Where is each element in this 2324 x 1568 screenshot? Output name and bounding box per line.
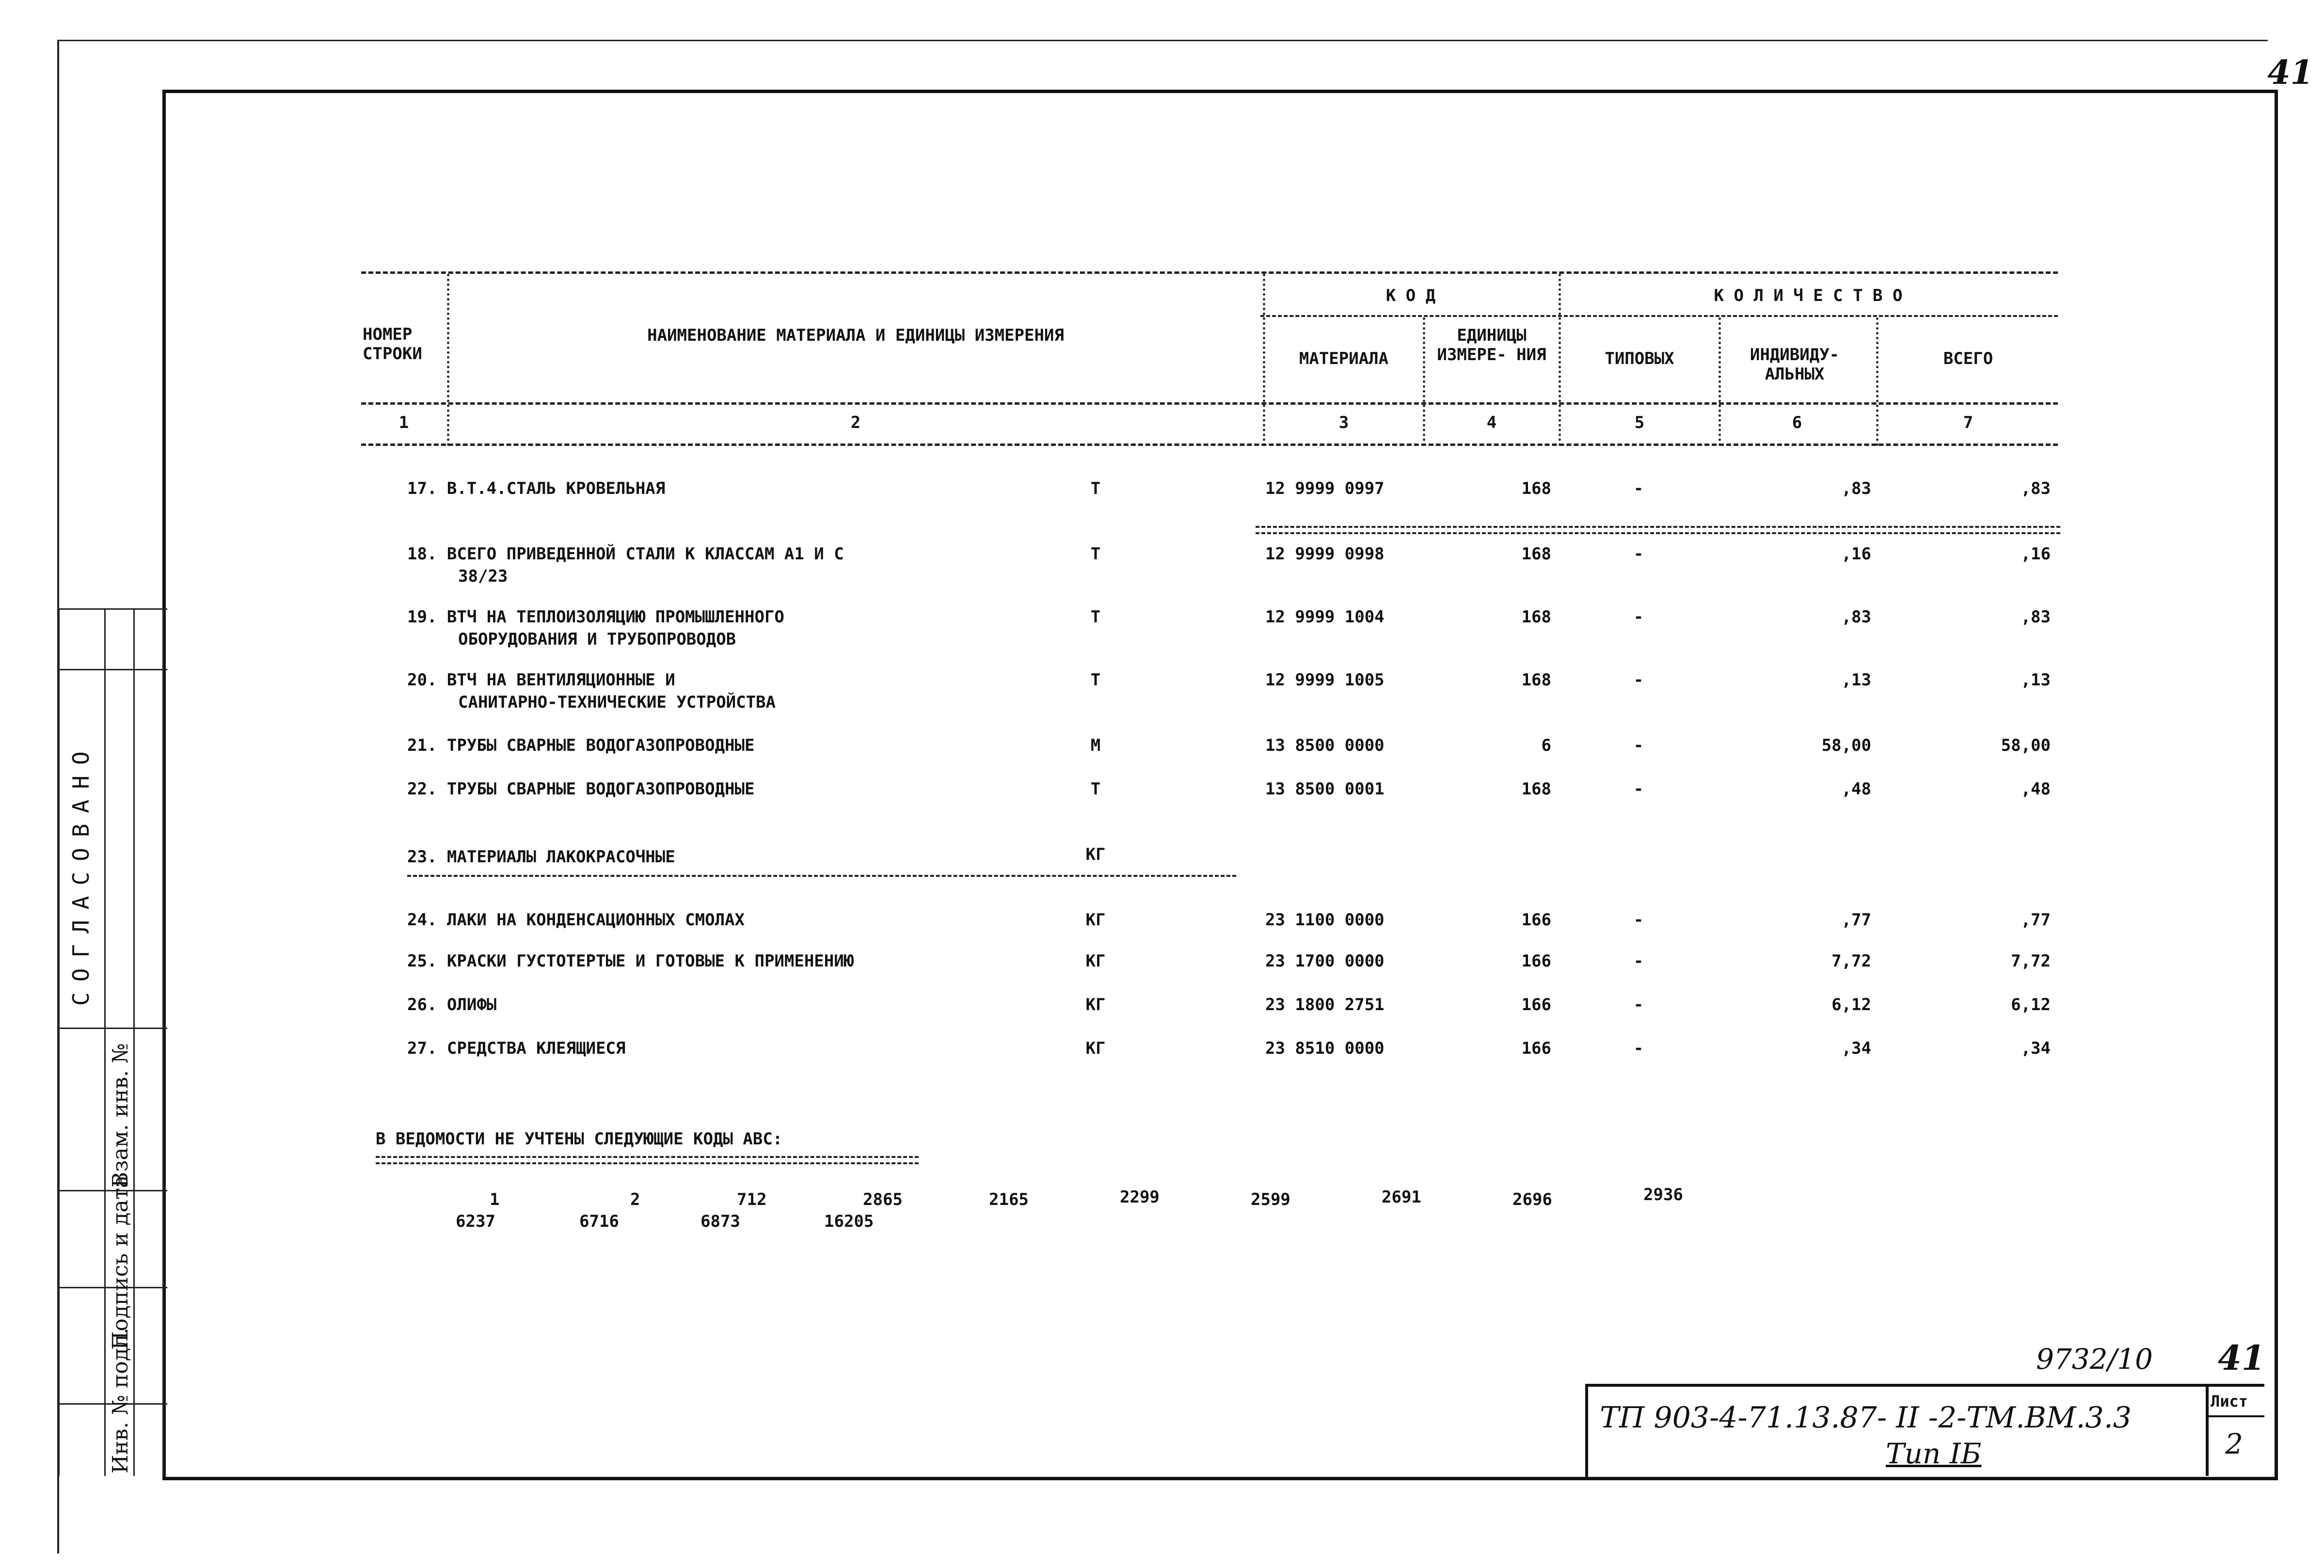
abc-code: 1 (490, 1190, 500, 1209)
row-typical: - (1633, 607, 1644, 627)
row-unit-code: 166 (1521, 910, 1551, 930)
abc-code: 712 (737, 1190, 767, 1209)
abc-code: 2696 (1512, 1190, 1552, 1209)
table-row: 22. ТРУБЫ СВАРНЫЕ ВОДОГАЗОПРОВОДНЫЕ (407, 779, 755, 799)
row-total: 7,72 (2011, 951, 2051, 971)
colnum-4: 4 (1486, 413, 1497, 432)
row-unit-code: 168 (1521, 544, 1551, 564)
abc-code: 2936 (1643, 1185, 1683, 1204)
row-total: ,77 (2021, 910, 2051, 930)
list-label: Лист (2211, 1392, 2248, 1410)
row-typical: - (1633, 779, 1644, 799)
row-typical: - (1633, 951, 1644, 971)
row-unit: КГ (1085, 995, 1106, 1014)
row-individual: ,13 (1841, 670, 1871, 690)
handwritten-sheet: 41 (2218, 1338, 2265, 1378)
header-code: К О Д (1385, 286, 1436, 305)
row-unit: Т (1090, 670, 1101, 690)
row-typical: - (1633, 544, 1644, 564)
header-row-no: НОМЕР СТРОКИ (363, 325, 422, 364)
header-individual: ИНДИВИДУ- АЛЬНЫХ (1750, 345, 1840, 384)
header-total: ВСЕГО (1943, 349, 1993, 368)
header-name: НАИМЕНОВАНИЕ МАТЕРИАЛА И ЕДИНИЦЫ ИЗМЕРЕНИЯ (647, 326, 1064, 345)
table-row: 17. В.Т.4.СТАЛЬ КРОВЕЛЬНАЯ (407, 479, 666, 498)
row-unit: КГ (1085, 910, 1106, 930)
table-row: 25. КРАСКИ ГУСТОТЕРТЫЕ И ГОТОВЫЕ К ПРИМЕНЕНИЮ (407, 951, 854, 971)
handwritten-number: 9732/10 (2036, 1343, 2153, 1376)
sign-date-label: Подпись и дата (108, 1175, 133, 1350)
abc-code: 6237 (456, 1212, 495, 1231)
table-row: 26. ОЛИФЫ (407, 995, 497, 1014)
colnum-1: 1 (398, 413, 409, 432)
row-total: ,48 (2021, 779, 2051, 799)
row-code: 23 1100 0000 (1265, 910, 1385, 930)
row-total: 58,00 (2001, 736, 2051, 755)
row-unit: Т (1090, 544, 1101, 564)
row-total: ,13 (2021, 670, 2051, 690)
drawing-designation: ТП 903-4-71.13.87- II -2-ТМ.ВМ.3.3 (1600, 1401, 2132, 1435)
table-row: 20. ВТЧ НА ВЕНТИЛЯЦИОННЫЕ И (407, 670, 675, 690)
row-typical: - (1633, 479, 1644, 498)
colnum-3: 3 (1338, 413, 1349, 432)
inv-no-label: Взам. инв. № (108, 1043, 133, 1188)
header-material: МАТЕРИАЛА (1299, 349, 1389, 368)
row-typical: - (1633, 910, 1644, 930)
table-row: 19. ВТЧ НА ТЕПЛОИЗОЛЯЦИЮ ПРОМЫШЛЕННОГО (407, 607, 784, 627)
row-unit: КГ (1085, 951, 1106, 971)
row-total: ,83 (2021, 479, 2051, 498)
header-unit-code: ЕДИНИЦЫ ИЗМЕРЕ- НИЯ (1437, 326, 1546, 364)
row-unit-code: 168 (1521, 607, 1551, 627)
header-typical: ТИПОВЫХ (1605, 349, 1674, 368)
row-total: 6,12 (2011, 995, 2051, 1014)
row-code: 13 8500 0001 (1265, 779, 1385, 799)
row-name-cont: ОБОРУДОВАНИЯ И ТРУБОПРОВОДОВ (458, 630, 736, 649)
row-code: 23 1700 0000 (1265, 951, 1385, 971)
table-row: 23. МАТЕРИАЛЫ ЛАКОКРАСОЧНЫЕ (407, 847, 675, 867)
row-unit-code: 166 (1521, 995, 1551, 1014)
row-typical: - (1633, 1039, 1644, 1058)
abc-code: 2691 (1382, 1188, 1421, 1207)
row-unit-code: 166 (1521, 1039, 1551, 1058)
row-individual: ,16 (1841, 544, 1871, 564)
row-individual: 6,12 (1831, 995, 1871, 1014)
table-row: 24. ЛАКИ НА КОНДЕНСАЦИОННЫХ СМОЛАХ (407, 910, 745, 930)
row-unit-code: 168 (1521, 779, 1551, 799)
row-code: 23 8510 0000 (1265, 1039, 1385, 1058)
table-row: 21. ТРУБЫ СВАРНЫЕ ВОДОГАЗОПРОВОДНЫЕ (407, 736, 755, 755)
colnum-7: 7 (1963, 413, 1974, 432)
row-individual: 7,72 (1831, 951, 1871, 971)
row-individual: ,77 (1841, 910, 1871, 930)
abc-code: 2599 (1251, 1190, 1290, 1209)
header-quantity: К О Л И Ч Е С Т В О (1714, 286, 1903, 305)
abc-code: 2 (630, 1190, 640, 1209)
colnum-5: 5 (1634, 413, 1645, 432)
abc-code: 16205 (824, 1212, 874, 1231)
row-total: ,83 (2021, 607, 2051, 627)
corner-sheet-number: 41 (2267, 53, 2313, 92)
row-unit: КГ (1085, 1039, 1106, 1058)
row-code: 12 9999 1004 (1265, 607, 1385, 627)
row-unit: Т (1090, 607, 1101, 627)
abc-code: 6873 (700, 1212, 740, 1231)
row-unit-code: 168 (1521, 670, 1551, 690)
row-unit: М (1090, 736, 1101, 755)
row-unit: КГ (1085, 845, 1106, 864)
drawing-type: Тип IБ (1886, 1437, 1982, 1470)
row-code: 12 9999 1005 (1265, 670, 1385, 690)
row-code: 23 1800 2751 (1265, 995, 1385, 1014)
colnum-2: 2 (850, 413, 861, 432)
row-code: 12 9999 0998 (1265, 544, 1385, 564)
row-unit-code: 6 (1541, 736, 1551, 755)
row-total: ,16 (2021, 544, 2051, 564)
row-total: ,34 (2021, 1039, 2051, 1058)
row-individual: ,34 (1841, 1039, 1871, 1058)
note-title: В ВЕДОМОСТИ НЕ УЧТЕНЫ СЛЕДУЮЩИЕ КОДЫ АВС: (376, 1129, 783, 1149)
table-row: 27. СРЕДСТВА КЛЕЯЩИЕСЯ (407, 1039, 626, 1058)
row-typical: - (1633, 670, 1644, 690)
row-unit: Т (1090, 779, 1101, 799)
inv-orig-label: Инв. № подл. (108, 1328, 133, 1473)
row-unit-code: 166 (1521, 951, 1551, 971)
row-individual: ,83 (1841, 607, 1871, 627)
row-individual: ,83 (1841, 479, 1871, 498)
abc-code: 2299 (1120, 1188, 1160, 1207)
row-code: 12 9999 0997 (1265, 479, 1385, 498)
row-typical: - (1633, 995, 1644, 1014)
row-unit-code: 168 (1521, 479, 1551, 498)
list-value: 2 (2225, 1427, 2243, 1460)
row-individual: ,48 (1841, 779, 1871, 799)
abc-code: 6716 (579, 1212, 619, 1231)
abc-code: 2865 (863, 1190, 903, 1209)
row-name-cont: 38/23 (458, 567, 508, 586)
row-typical: - (1633, 736, 1644, 755)
colnum-6: 6 (1792, 413, 1802, 432)
approval-strip (58, 608, 167, 1476)
row-individual: 58,00 (1821, 736, 1871, 755)
row-name-cont: САНИТАРНО-ТЕХНИЧЕСКИЕ УСТРОЙСТВА (458, 693, 776, 712)
abc-code: 2165 (989, 1190, 1029, 1209)
row-unit: Т (1090, 479, 1101, 498)
table-row: 18. ВСЕГО ПРИВЕДЕННОЙ СТАЛИ К КЛАССАМ А1 И С (407, 544, 844, 564)
row-code: 13 8500 0000 (1265, 736, 1385, 755)
agreed-label: СОГЛАСОВАНО (68, 741, 94, 1006)
